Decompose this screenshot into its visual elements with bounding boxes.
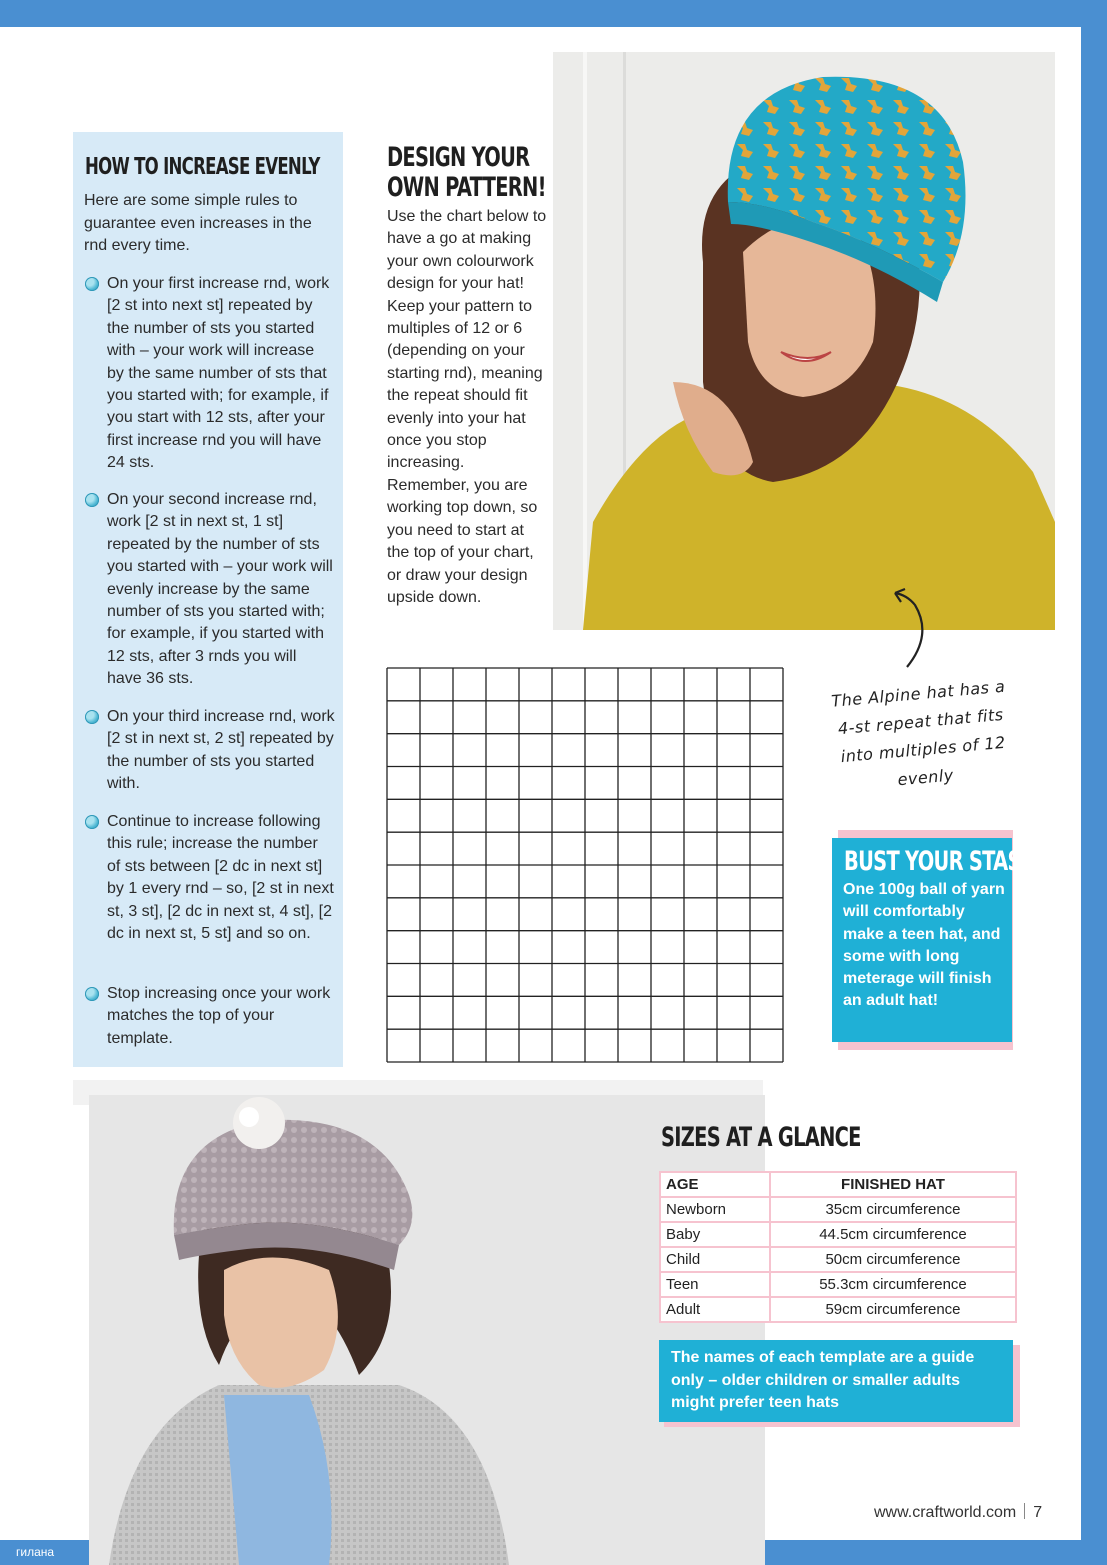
rule-item bbox=[85, 706, 335, 796]
design-body: Use the chart below to have a go at making your own colourwork design for your hat! Keep your pattern to multiples of 12 or 6 (depending on your starting rnd), meaning the repeat should fit evenly into your hat once you stop increasing. Remember, you are working top down, so you need to start at the top of your chart, or draw your design upside down. bbox=[387, 208, 547, 606]
column-header-finished-hat: FINISHED HAT bbox=[770, 1172, 1016, 1197]
rule-text: Continue to increase following this rule; increase the number of sts between [2 dc in next st] by 1 every rnd – so, [2 st in next st, 3 st], [2 dc in next st, 4 st], [2 dc in next st, 5 st] and so on. bbox=[107, 813, 334, 943]
photo-alpine-hat-illustration bbox=[553, 52, 1055, 630]
page-footer bbox=[874, 1503, 1042, 1522]
column-header-age: AGE bbox=[660, 1172, 770, 1197]
template-note-box: The names of each template are a guide only – older children or smaller adults might prefer teen hats bbox=[659, 1340, 1013, 1422]
yarn-ball-icon bbox=[85, 493, 99, 507]
rule-text: On your second increase rnd, work [2 st in next st, 1 st] repeated by the number of sts you started with – your work will evenly increase by the same number of sts you started with; for example, if you started with 12 sts, after 3 rnds you will have 36 sts. bbox=[107, 491, 333, 688]
sizes-table bbox=[659, 1171, 1017, 1323]
rule-text: On your first increase rnd, work [2 st into next st] repeated by the number of sts you started with – your work will increase by the same number of sts that you started with; for example, if you start with 12 sts, after your first increase rnd you will have 24 sts. bbox=[107, 275, 330, 472]
increase-evenly-title: HOW TO INCREASE EVENLY bbox=[85, 154, 320, 180]
rule-text: Stop increasing once your work matches the top of your template. bbox=[107, 985, 331, 1047]
rule-item bbox=[85, 489, 335, 691]
design-title-line: OWN PATTERN! bbox=[387, 172, 546, 203]
design-title-line: DESIGN YOUR bbox=[387, 142, 530, 173]
stash-title: BUST YOUR STASH bbox=[844, 846, 1037, 877]
size-age-cell: Child bbox=[660, 1247, 770, 1272]
increase-evenly-box bbox=[73, 132, 343, 1067]
bust-your-stash-box bbox=[832, 838, 1037, 1042]
rule-item bbox=[85, 811, 335, 945]
yarn-ball-icon bbox=[85, 815, 99, 829]
sizes-title: SIZES AT A GLANCE bbox=[661, 1122, 861, 1153]
table-row bbox=[660, 1272, 1016, 1297]
size-age-cell: Baby bbox=[660, 1222, 770, 1247]
rule-item bbox=[85, 983, 335, 1050]
grid-lines bbox=[387, 668, 783, 1062]
size-hat-cell: 55.3cm circumference bbox=[770, 1272, 1016, 1297]
page-number: 7 bbox=[1033, 1504, 1043, 1521]
website-link[interactable]: www.craftworld.com bbox=[874, 1504, 1017, 1521]
size-hat-cell: 59cm circumference bbox=[770, 1297, 1016, 1322]
size-age-cell: Newborn bbox=[660, 1197, 770, 1222]
footer-divider bbox=[1024, 1503, 1025, 1519]
photo-pompom-hat bbox=[89, 1095, 765, 1565]
yarn-ball-icon bbox=[85, 710, 99, 724]
photo-pompom-hat-illustration bbox=[89, 1095, 765, 1565]
table-row bbox=[660, 1297, 1016, 1322]
design-chart-grid[interactable] bbox=[386, 667, 784, 1063]
size-hat-cell: 35cm circumference bbox=[770, 1197, 1016, 1222]
stash-body: One 100g ball of yarn will comfortably make a teen hat, and some with long meterage will finish an adult hat! bbox=[843, 881, 1005, 1010]
size-hat-cell: 44.5cm circumference bbox=[770, 1222, 1016, 1247]
caption-line: 4-st repeat that fits bbox=[837, 704, 1005, 739]
size-age-cell: Teen bbox=[660, 1272, 770, 1297]
size-age-cell: Adult bbox=[660, 1297, 770, 1322]
alpine-hat-caption bbox=[808, 671, 1037, 802]
size-hat-cell: 50cm circumference bbox=[770, 1247, 1016, 1272]
caption-line: The Alpine hat has a bbox=[830, 676, 1006, 711]
corner-stamp: гилана bbox=[0, 1540, 88, 1565]
increase-evenly-intro: Here are some simple rules to guarantee even increases in the rnd every time. bbox=[84, 192, 312, 254]
photo-alpine-hat bbox=[553, 52, 1055, 630]
yarn-ball-icon bbox=[85, 987, 99, 1001]
yarn-ball-icon bbox=[85, 277, 99, 291]
table-row bbox=[660, 1222, 1016, 1247]
caption-line: into multiples of 12 evenly bbox=[839, 732, 1007, 790]
rule-item bbox=[85, 273, 335, 475]
design-title bbox=[387, 143, 546, 203]
table-row bbox=[660, 1247, 1016, 1272]
table-row bbox=[660, 1197, 1016, 1222]
table-header-row bbox=[660, 1172, 1016, 1197]
rule-text: On your third increase rnd, work [2 st in next st, 2 st] repeated by the number of sts you started with. bbox=[107, 708, 335, 793]
curved-arrow-icon bbox=[885, 585, 935, 670]
